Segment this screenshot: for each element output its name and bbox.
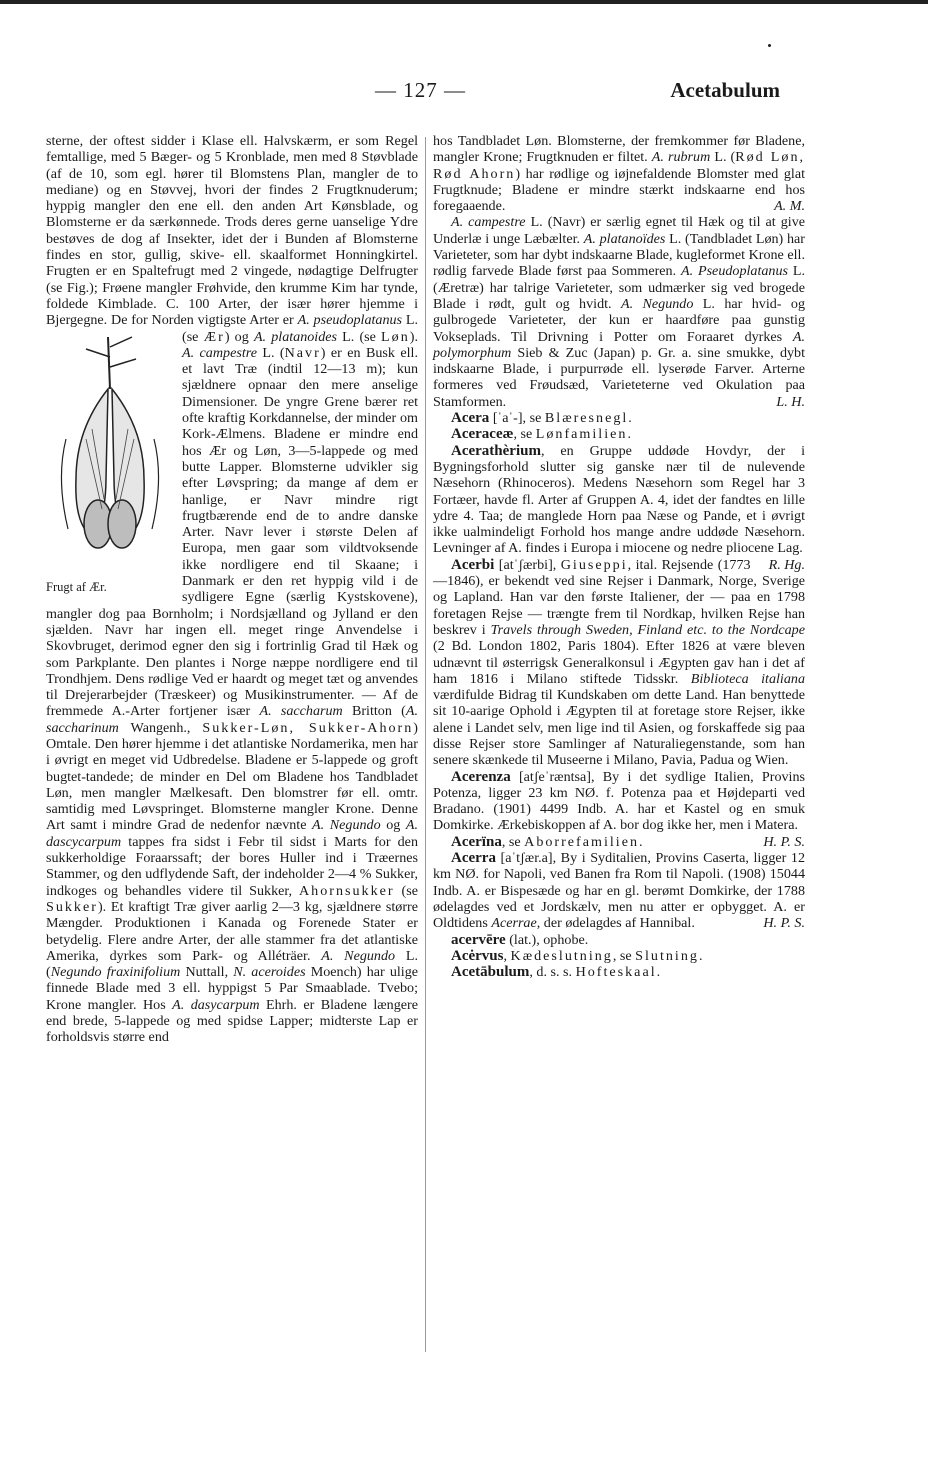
entry-acera: Acera [ˈaˈ-], se Blæresnegl. [451,410,634,427]
headword: Acerbi [451,556,495,573]
column-divider [425,137,426,1352]
entry-acerina: Acerïna, se Aborrefamilien. [451,833,645,850]
acer-article-end: hos Tandbladet Løn. Blomsterne, der fremkommer før Bladene, mangler Krone; Frugtknuden er filtet. A. rubrum L. (Rød Løn, Rød Ahorn) har rødlige og iøjnefaldende Blomster med glat Frugtknude; Bladene er mindre stærkt indskaarne end hos foregaaende. A. M. [433,133,806,215]
author-signature: H. P. S. [763,915,805,932]
maple-samara-illustration [46,329,172,574]
page-header [40,78,780,106]
page-number: — 127 — [375,78,466,102]
headword: Acerenza [451,768,511,785]
entry-acervere: acervēre (lat.), ophobe. [451,931,589,948]
headword: Acerïna [451,833,502,850]
headword: Acerathèrium [451,442,541,459]
headword: Acera [451,410,490,427]
entry-acerra: Acerra [aˈtʃær.a], By i Syditalien, Provins Caserta, ligger 12 km NØ. for Napoli, ved Banen fra Rom til Napoli. (1908) 15044 Indb. A. er Bispesæde og har en gl. berømt Domkirke, der 1788 ødelagdes ved et Jordskælv, men nu atter er opbygget. A. er Oldtidens Acerrae, der ødelagdes af Hannibal. H. P. S. [433,850,805,932]
entry-aceraceae: Aceraceæ, se Lønfamilien. [451,426,633,443]
headword: acervēre [451,931,506,948]
acer-horticulture-paragraph: A. campestre L. (Navr) er særlig egnet til Hæk og til at give Underlæ i unge Læbælter. A. platanoïdes L. (Tandbladet Løn) har Varieteter, som har dybt indskaarne Blade, kugleformet Krone ell. rødlig farvede Blade først paa Sommeren. A. Pseudoplatanus L. (Æretræ) har talrige Varieteter, som udmærker sig ved brogede Blade i rødt, gult og hvidt. A. Negundo L. har hvid- og gulbrogede Varieteter, der kun er haardføre paa gunstig Vokseplads. Til Drivning i Potter om Foraaret dyrkes A. polymorphum Sieb & Zuc (Japan) p. Gr. a. sine smukke, dybt indskaarne Blade, i purpurrøde ell. lyserøde Farver. Arterne formeres ved Frøudsæd, Varieteterne ved Okulation paa Stamformen. L. H. [433,214,806,410]
left-column [46,133,418,1046]
top-rule [0,0,928,4]
author-signature: R. Hg. [768,556,805,573]
headword: Acerra [451,850,496,867]
print-speck [768,44,771,47]
maple-fruit-figure [46,329,176,599]
acer-article-continued: sterne, der oftest sidder i Klase ell. Halvskærm, er som Regel femtallige, med 5 Bæger- og 5 Kronblade, men med 8 Støvblade (af de 10, som egl. hører til Blomstens Plan, mangler de to mediane) og en Støvvej, hvori der findes 2 Frugtknuderum; hyppig mangler den ene ell. den anden Art Kønsblade, og Blomsterne er da særkønnede. Trods deres gerne uanselige Ydre bestøves de dog af Insekter, idet der i Bunden af Blomsterne findes en stor, gullig, skive- ell. skaalformet Honningkirtel. Frugten er en Spaltefrugt med 2 vingede, nødagtige Delfrugter (se Fig.); Frøene mangler Frøhvide, den krumme Kim har tynde, foldede Kimblade. C. 100 Arter, der især hører hjemme i Bjergegne. De for Norden vigtigste Arter er Frugt af Ær. A. pseudoplatanus L. (se Ær) og A. platanoides L. (se Løn). A. campestre L. (Navr) er en Busk ell. et lavt Træ (indtil 12—13 m); kun sjældnere opnaar den mere anselige Dimensioner. De yngre Grene bærer ret ofte kraftig Korkdannelse, der minder om Kork-Ælmens. Bladene er mindre end hos Ær og Løn, 3—5-lappede og med butte Lapper. Blomsterne udvikler sig efter Løvspring; da mange af dem er hanlige, er Navr mindre rigt frugtbærende end de to andre danske Arter. Navr lever i største Delen af Europa, men gaar som vildtvoksende ikke nordligere end til Skaane; i Danmark er den ret hyppig vild i de sydligere Egne (særlig Kystskovene), mangler dog paa Bornholm; i Nordsjælland og Jylland er den sjælden. Navr har ingen ell. meget ringe Anvendelse i Skovbruget, derimod egner den sig i fortrinlig Grad til Hæk og som Parkplante. Den plantes i Norge næppe nordligere end til Trondhjem. Dens rødlige Ved er haardt og meget tæt og anvendes til Drejerarbejder (Træskeer) og Musikinstrumenter. — Af de fremmede A.-Arter fortjener især A. saccharum Britton (A. saccharinum Wangenh., Sukker-Løn, Sukker-Ahorn) Omtale. Den hører hjemme i det atlantiske Nordamerika, men har i øvrigt en meget vid Udbredelse. Bladene er 5-lappede og groft bugtet-tandede; de minder en Del om Bladene hos Tandbladet Løn, men mangler Mælkesaft. Den blomstrer før ell. omtr. samtidig med Løvspringet. Blomsterne mangler Krone. Denne Art samt i mindre Grad de nedenfor nævnte A. Negundo og A. dascycarpum tappes fra sidst i Febr til sidst i Marts for den sukkerholdige Foraarssaft; der bores Huller ind i Træernes Stammer, og den udflydende Saft, der indeholder 2—4 % Sukker, indkoges og behandles videre til Sukker, Ahornsukker (se Sukker). Et kraftigt Træ giver aarlig 2—3 kg, sjældnere større Mængder. Produktionen i Kanada og Forenede Stater er betydelig. Flere andre Arter, der alle stammer fra det atlantiske Amerika, dyrkes som Park- og Alléträer. A. Negundo L. (Negundo fraxinifolium Nuttall, N. aceroides Moench) har ulige finnede Blade med 3 ell. hyppigst 5 Par Smaablade. Tvebo; Krone mangler. Hos A. dasycarpum Ehrh. er Bladene længere end brede, 5-lappede og med spidse Lapper; midterste Lap er forholdsvis større end [46,133,419,1046]
headword: Acetābulum [451,964,530,981]
author-signature: L. H. [776,393,805,410]
right-column [433,133,805,980]
entry-acetabulum: Acetābulum, d. s. s. Hofteskaal. [451,964,663,981]
figure-caption: Frugt af Ær. [46,579,107,594]
running-head: Acetabulum [670,78,780,102]
entry-acerbi: Acerbi [atˈʃærbi], Giuseppi, ital. Rejsende (1773—1846), er bekendt ved sine Rejser i Danmark, Norge, Sverige og Lapland. Han var den første Italiener, der — paa en 1798 foretagen Rejse — trængte frem til Nordkap, hvilken Rejse han beskrev i Travels through Sweden, Finland etc. to the Nordcape (2 Bd. London 1802, Paris 1804). Efter 1826 at være bleven udnævnt til østerrigsk Generalkonsul i Ægypten gav han i det af ham 1816 i Milano stiftede Tidsskr. Biblioteca italiana værdifulde Bidrag til Kundskaben om dette Land. Han benyttede sit 10-aarige Ophold i Ægypten til at foretage store Rejser, ikke alene i Landet selv, men lige ind til Asien, og forskaffede sig paa disse Rejser store Samlinger af Naturaliegenstande, som han senere skænkede til Museerne i Milano, Pavia, Padua og Wien. [433,556,805,769]
entry-acervus: Acėrvus, Kædeslutning, se Slutning. [451,947,705,964]
author-signature: A. M. [774,198,805,215]
headword: Aceraceæ [451,426,514,443]
headword: Acėrvus [451,947,504,964]
author-signature: H. P. S. [763,833,805,850]
entry-acerenza: Acerenza [atʃeˈræntsa], By i det sydlige Italien, Provins Potenza, ligger 23 km NØ. f. Potenza paa et Højdeparti ved Bradano. (1901) 4499 Indb. A. har et Kastel og en smuk Domkirke. Ærkebiskoppen af A. bor dog ikke her, men i Matera. H. P. S. [433,768,805,850]
entry-aceratherium: Acerathèrium, en Gruppe uddøde Hovdyr, der i Bygningsforhold slutter sig ganske nær til de nulevende Næsehorn (Rhinoceros). Medens Næsehorn som Regel har 3 Fortæer, havde fl. Arter af Gruppen A. 4, idet der fandtes en lille ydre 4. Taa; de manglede Horn paa Næse og Pande, et i øvrigt ikke ualmindeligt Forhold hos mange andre uddøde Næsehorn. Levninger af A. findes i Europa i miocene og nedre pliocene Lag. R. Hg. [433,442,805,573]
